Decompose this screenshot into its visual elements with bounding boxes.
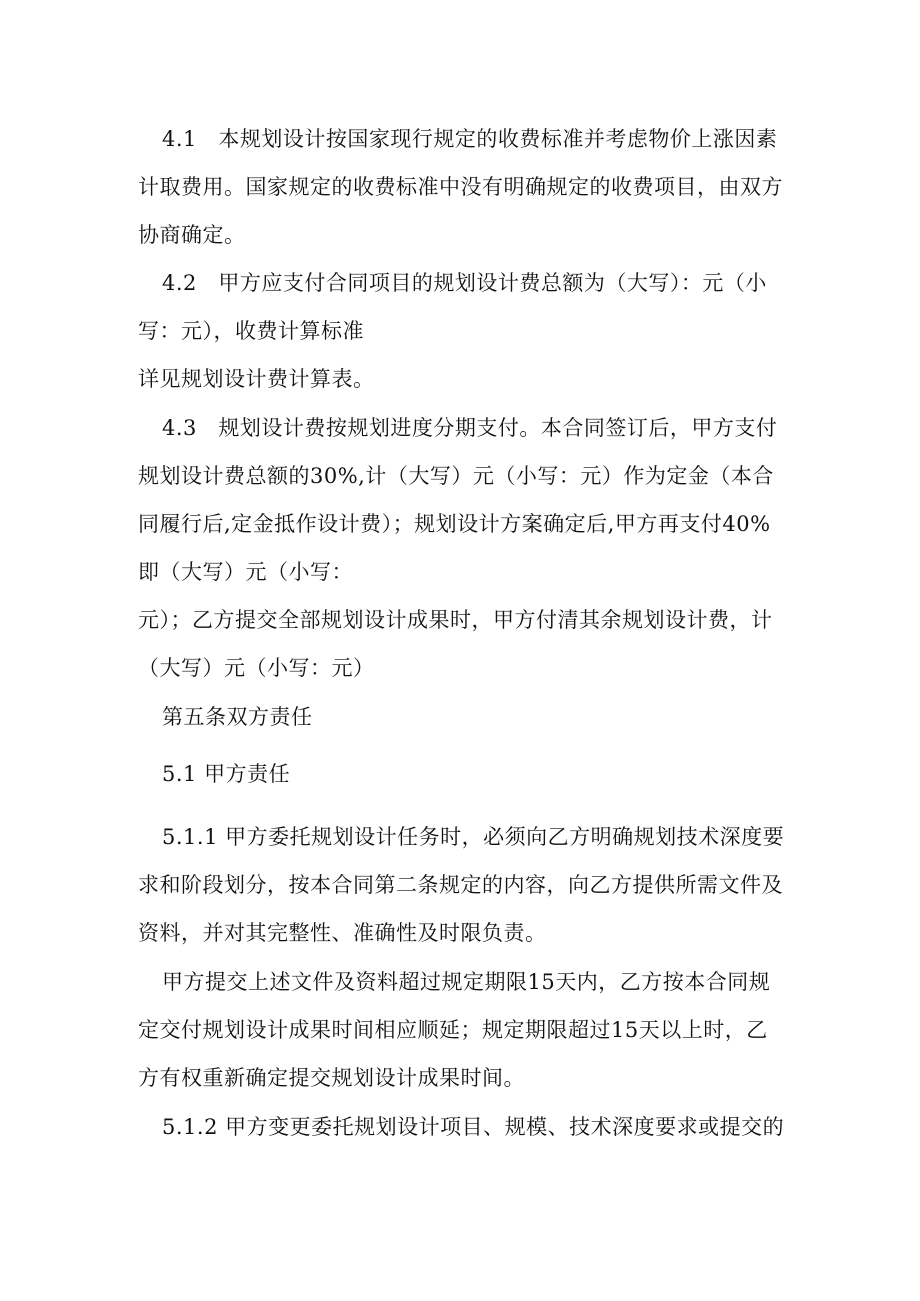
clause-4-3-line-3: 同履行后,定金抵作设计费）；规划设计方案确定后,甲方再支付40% (138, 512, 771, 536)
clause-4-1-line-3: 协商确定。 (138, 223, 246, 247)
clause-4-2-line-3: 详见规划设计费计算表。 (138, 367, 375, 391)
clause-5-1-1-line-2: 求和阶段划分，按本合同第二条规定的内容，向乙方提供所需文件及 (138, 873, 783, 897)
section-5-1-heading: 5.1 甲方责任 (162, 762, 291, 786)
clause-5-1-1-line-3: 资料，并对其完整性、准确性及时限负责。 (138, 921, 547, 945)
clause-5-1-2-line-1: 5.1.2 甲方变更委托规划设计项目、规模、技术深度要求或提交的 (162, 1115, 785, 1139)
clause-4-3-line-6: （大写）元（小写：元） (138, 656, 375, 680)
clause-4-1-line-1: 4.1 本规划设计按国家现行规定的收费标准并考虑物价上涨因素 (162, 127, 778, 151)
clause-5-1-1-para2-line-3: 方有权重新确定提交规划设计成果时间。 (138, 1066, 525, 1090)
clause-4-1-line-2: 计取费用。国家规定的收费标准中没有明确规定的收费项目，由双方 (138, 175, 783, 199)
clause-5-1-1-line-1: 5.1.1 甲方委托规划设计任务时，必须向乙方明确规划技术深度要 (162, 825, 785, 849)
clause-4-3-line-2: 规划设计费总额的30%,计（大写）元（小写：元）作为定金（本合 (138, 464, 774, 488)
clause-4-3-line-4: 即（大写）元（小写： (138, 560, 353, 584)
clause-4-2-line-1: 4.2 甲方应支付合同项目的规划设计费总额为（大写）：元（小 (162, 271, 767, 295)
clause-4-3-line-1: 4.3 规划设计费按规划进度分期支付。本合同签订后，甲方支付 (162, 416, 778, 440)
clause-5-1-1-para2-line-1: 甲方提交上述文件及资料超过规定期限15天内，乙方按本合同规 (162, 970, 771, 994)
clause-4-2-line-2: 写：元），收费计算标准 (138, 319, 364, 343)
clause-4-3-line-5: 元）；乙方提交全部规划设计成果时，甲方付清其余规划设计费，计 (138, 608, 773, 632)
clause-5-1-1-para2-line-2: 定交付规划设计成果时间相应顺延；规定期限超过15天以上时，乙 (138, 1018, 768, 1042)
article-5-heading: 第五条双方责任 (162, 705, 313, 729)
